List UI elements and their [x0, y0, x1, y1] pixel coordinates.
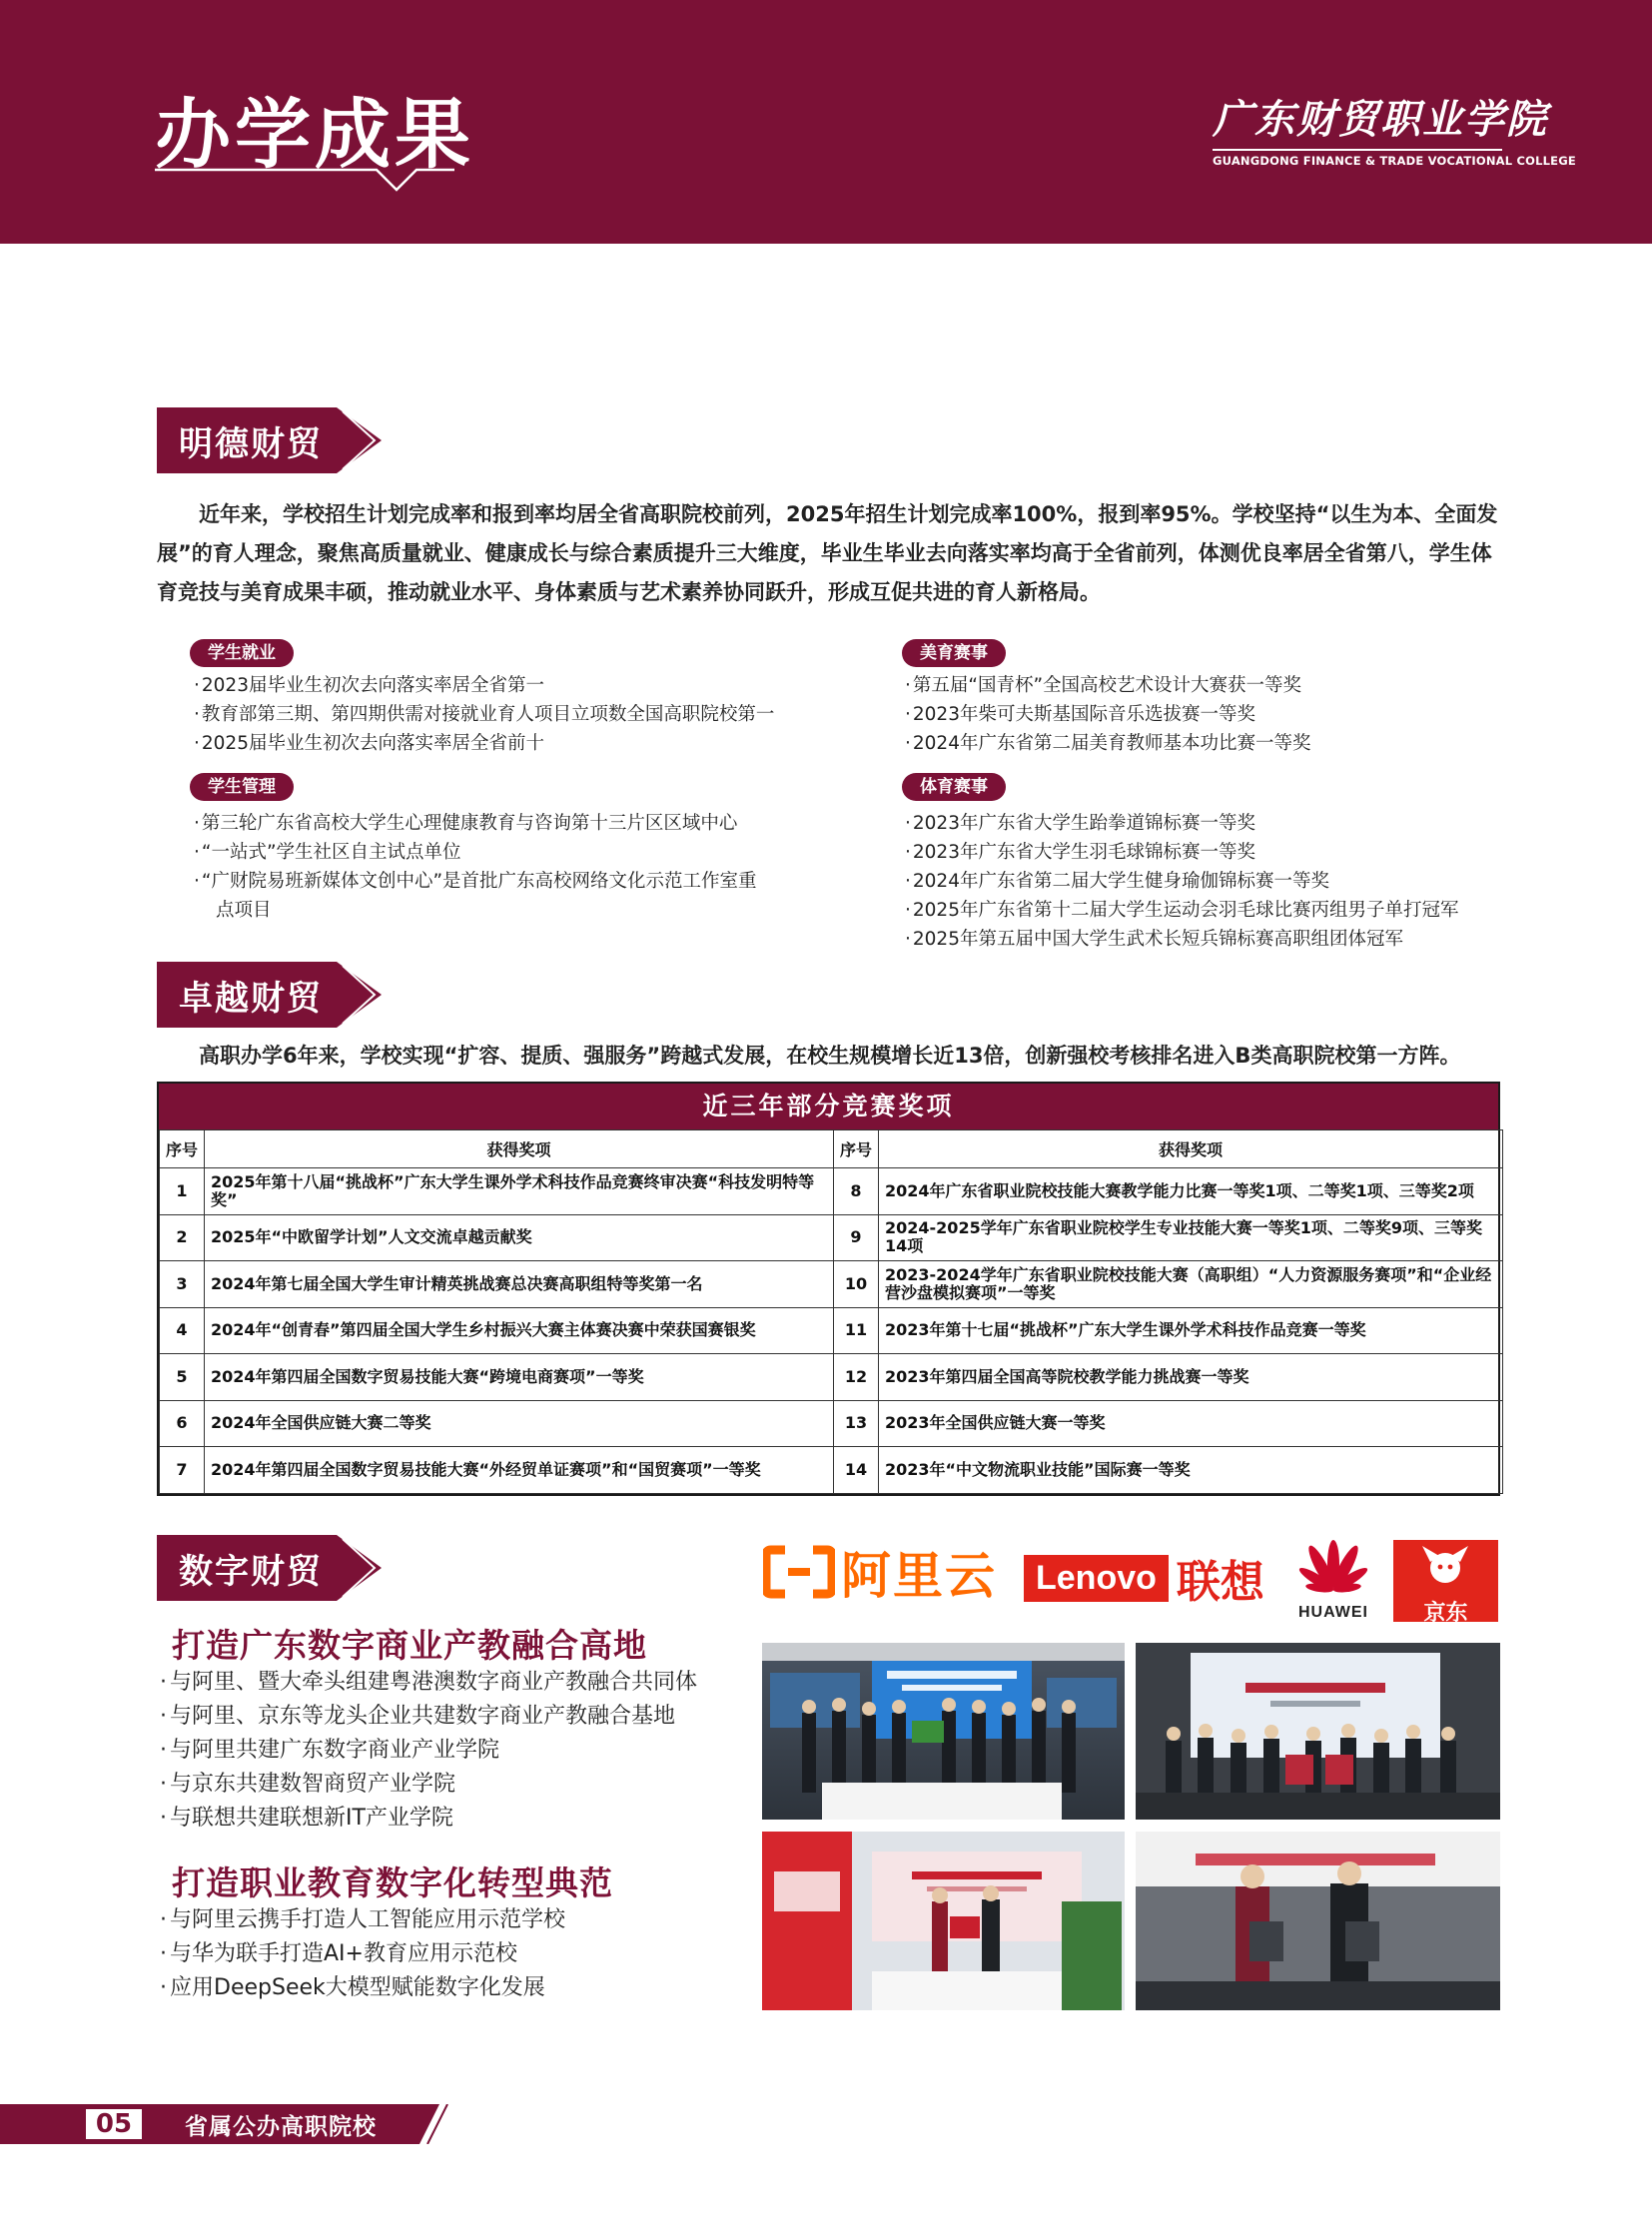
badge-sports: 体育赛事: [902, 773, 1006, 801]
list-item: · 与华为联手打造AI+教育应用示范校: [160, 1937, 565, 1971]
photo-illustration: [1136, 1643, 1500, 1820]
list-item: · 2023年广东省大学生羽毛球锦标赛一等奖: [905, 838, 1458, 867]
page-title: 办学成果: [155, 90, 474, 179]
list-item: 点项目: [216, 900, 272, 921]
list-item: · “一站式”学生社区自主试点单位: [194, 838, 757, 867]
cell-award: 2024年“创青春”第四届全国大学生乡村振兴大赛主体赛决赛中荣获国赛银奖: [205, 1307, 834, 1354]
list-item: · 第三轮广东省高校大学生心理健康教育与咨询第十三片区区域中心: [194, 809, 757, 838]
digital-list-2: [160, 1903, 565, 2005]
section-tag-text: 卓越财贸: [179, 979, 323, 1019]
footer-label: 省属公办高职院校: [185, 2114, 377, 2140]
list-item: · 与阿里云携手打造人工智能应用示范学校: [160, 1903, 565, 1937]
mingde-paragraph-text: 近年来，学校招生计划完成率和报到率均居全省高职院校前列，2025年招生计划完成率100%，报到率95%。学校坚持“以生为本、全面发展”的育人理念，聚焦高质量就业、健康成长与综合素质提升三大维度，毕业生毕业去向落实率均高于全省前列，体测优良率居全省第八，学生体育竞技与美育成果丰硕，推动就业水平、身体素质与艺术素养协同跃升，形成互促共进的育人新格局。: [157, 502, 1498, 604]
huawei-logo: [1288, 1540, 1378, 1628]
list-item: · 与阿里、京东等龙头企业共建数字商业产教融合基地: [160, 1700, 697, 1734]
cell-no: 13: [834, 1400, 879, 1447]
photo-illustration: [762, 1832, 1125, 2010]
photo-group-signing: [1136, 1832, 1500, 2010]
list-item: · 2024年广东省第二届美育教师基本功比赛一等奖: [905, 729, 1310, 758]
list-arts: [905, 671, 1310, 758]
cell-no: 12: [834, 1354, 879, 1401]
cell-award: 2024年全国供应链大赛二等奖: [205, 1400, 834, 1447]
table-row: [160, 1354, 1503, 1401]
photo-signing-ceremony-1: [762, 1643, 1125, 1820]
list-item: · 2023届毕业生初次去向落实率居全省第一: [194, 671, 774, 700]
zhuoyue-paragraph: [157, 1037, 1500, 1076]
list-item: · 2025届毕业生初次去向落实率居全省前十: [194, 729, 774, 758]
photo-illustration: [762, 1643, 1125, 1820]
list-item: · 2024年广东省第二届大学生健身瑜伽锦标赛一等奖: [905, 867, 1458, 896]
cell-no: 14: [834, 1447, 879, 1494]
college-logo: [1213, 88, 1576, 168]
photo-jd-signing: [762, 1832, 1125, 2010]
cell-no: 6: [160, 1400, 205, 1447]
list-management: [194, 809, 757, 925]
awards-table: [157, 1082, 1500, 1496]
cell-no: 5: [160, 1354, 205, 1401]
aliyun-logo: [763, 1540, 997, 1604]
list-item: · 与阿里共建广东数字商业产业学院: [160, 1734, 697, 1768]
list-item: · 教育部第三期、第四期供需对接就业育人项目立项数全国高职院校第一: [194, 700, 774, 729]
photo-signing-ceremony-2: [1136, 1643, 1500, 1820]
list-item: · 2023年广东省大学生跆拳道锦标赛一等奖: [905, 809, 1458, 838]
cell-no: 3: [160, 1261, 205, 1308]
cell-no: 9: [834, 1214, 879, 1261]
lenovo-en-text: Lenovo: [1024, 1555, 1169, 1602]
cell-no: 7: [160, 1447, 205, 1494]
logo-en-text: GUANGDONG FINANCE & TRADE VOCATIONAL COLLEGE: [1213, 149, 1502, 168]
cell-no: 2: [160, 1214, 205, 1261]
cell-award: 2025年第十八届“挑战杯”广东大学生课外学术科技作品竞赛终审决赛“科技发明特等奖”: [205, 1168, 834, 1215]
header-band: [0, 0, 1652, 244]
cell-award: 2023年第四届全国高等院校教学能力挑战赛一等奖: [879, 1354, 1503, 1401]
cell-award: 2024年第四届全国数字贸易技能大赛“外经贸单证赛项”和“国贸赛项”一等奖: [205, 1447, 834, 1494]
section-tag-zhuoyue: [157, 962, 382, 1028]
cell-award: 2023年“中文物流职业技能”国际赛一等奖: [879, 1447, 1503, 1494]
logo-cn-text: 广东财贸职业学院: [1213, 96, 1548, 143]
list-item: · 与京东共建数智商贸产业学院: [160, 1768, 697, 1802]
table-row: [160, 1168, 1503, 1215]
cell-no: 8: [834, 1168, 879, 1215]
digital-heading-1: 打造广东数字商业产教融合高地: [172, 1626, 647, 1665]
list-item: · 2025年广东省第十二届大学生运动会羽毛球比赛丙组男子单打冠军: [905, 896, 1458, 925]
table-row: [160, 1261, 1503, 1308]
table-row: [160, 1307, 1503, 1354]
col-header-no: 序号: [834, 1130, 879, 1168]
badge-management: 学生管理: [190, 773, 294, 801]
cell-no: 11: [834, 1307, 879, 1354]
list-item: · 2023年柴可夫斯基国际音乐选拔赛一等奖: [905, 700, 1310, 729]
cell-award: 2023年第十七届“挑战杯”广东大学生课外学术科技作品竞赛一等奖: [879, 1307, 1503, 1354]
list-item: · 2025年第五届中国大学生武术长短兵锦标赛高职组团体冠军: [905, 925, 1458, 954]
list-employment: [194, 671, 774, 758]
jd-dog-icon: [1393, 1540, 1498, 1592]
section-tag-shuzi: [157, 1535, 382, 1601]
lenovo-cn-text: 联想: [1176, 1557, 1264, 1608]
table-header-row: [160, 1130, 1503, 1168]
huawei-petal-icon: [1293, 1540, 1373, 1600]
list-sports: [905, 809, 1458, 954]
list-item: · 与联想共建联想新IT产业学院: [160, 1802, 697, 1836]
cell-no: 4: [160, 1307, 205, 1354]
cell-award: 2024年广东省职业院校技能大赛教学能力比赛一等奖1项、二等奖1项、三等奖2项: [879, 1168, 1503, 1215]
cell-award: 2024-2025学年广东省职业院校学生专业技能大赛一等奖1项、二等奖9项、三等奖14项: [879, 1214, 1503, 1261]
badge-employment: 学生就业: [190, 639, 294, 667]
section-tag-text: 数字财贸: [179, 1552, 323, 1592]
aliyun-bracket-icon: [763, 1544, 835, 1600]
badge-arts: 美育赛事: [902, 639, 1006, 667]
huawei-text: HUAWEI: [1298, 1604, 1368, 1621]
list-item: · 应用DeepSeek大模型赋能数字化发展: [160, 1971, 565, 2005]
jd-logo: [1393, 1540, 1498, 1626]
cell-no: 1: [160, 1168, 205, 1215]
list-item: · “广财院易班新媒体文创中心”是首批广东高校网络文化示范工作室重: [194, 867, 757, 896]
jd-text: 京东: [1423, 1601, 1468, 1626]
aliyun-text: 阿里云: [841, 1547, 997, 1605]
col-header-award: 获得奖项: [205, 1130, 834, 1168]
page-number: 05: [84, 2107, 144, 2141]
cell-no: 10: [834, 1261, 879, 1308]
lenovo-logo: [1024, 1550, 1264, 1606]
table-row: [160, 1447, 1503, 1494]
cell-award: 2024年第七届全国大学生审计精英挑战赛总决赛高职组特等奖第一名: [205, 1261, 834, 1308]
table-row: [160, 1400, 1503, 1447]
table-row: [160, 1214, 1503, 1261]
cell-award: 2024年第四届全国数字贸易技能大赛“跨境电商赛项”一等奖: [205, 1354, 834, 1401]
partner-logos: [749, 1512, 1508, 1632]
digital-heading-2: 打造职业教育数字化转型典范: [172, 1863, 613, 1902]
list-item: · 与阿里、暨大牵头组建粤港澳数字商业产教融合共同体: [160, 1666, 697, 1700]
list-item: · 第五届“国青杯”全国高校艺术设计大赛获一等奖: [905, 671, 1310, 700]
digital-list-1: [160, 1666, 697, 1836]
footer: [0, 2104, 469, 2144]
zhuoyue-paragraph-text: 高职办学6年来，学校实现“扩容、提质、强服务”跨越式发展，在校生规模增长近13倍，创新强校考核排名进入B类高职院校第一方阵。: [199, 1044, 1461, 1068]
section-tag-mingde: [157, 407, 382, 473]
title-underline: [155, 166, 454, 196]
photo-illustration: [1136, 1832, 1500, 2010]
col-header-award: 获得奖项: [879, 1130, 1503, 1168]
cell-award: 2023-2024学年广东省职业院校技能大赛（高职组）“人力资源服务赛项”和“企业经营沙盘模拟赛项”一等奖: [879, 1261, 1503, 1308]
awards-table-title: 近三年部分竞赛奖项: [159, 1084, 1498, 1129]
awards-grid: [159, 1129, 1503, 1494]
section-tag-text: 明德财贸: [179, 424, 323, 464]
mingde-paragraph: [157, 495, 1500, 612]
col-header-no: 序号: [160, 1130, 205, 1168]
cell-award: 2025年“中欧留学计划”人文交流卓越贡献奖: [205, 1214, 834, 1261]
cell-award: 2023年全国供应链大赛一等奖: [879, 1400, 1503, 1447]
